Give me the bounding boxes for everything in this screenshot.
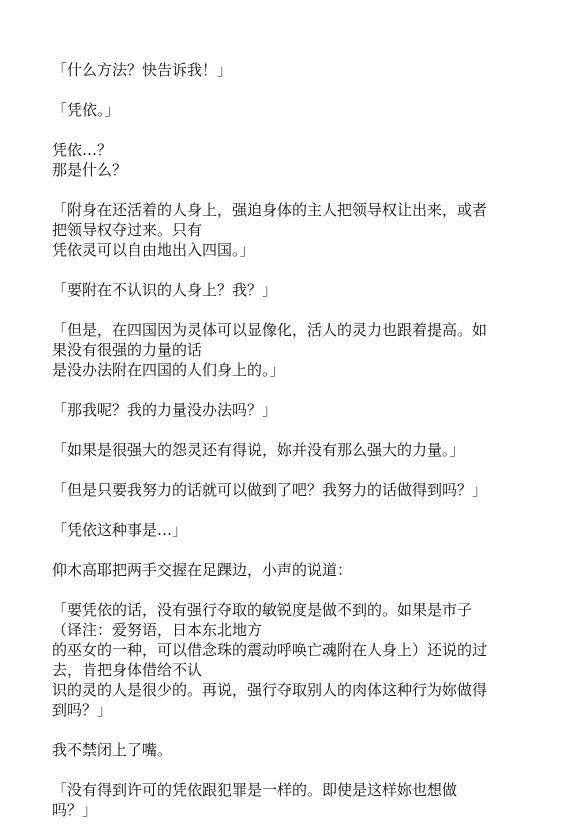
text-line: 吗？」 [52, 801, 98, 819]
paragraph-6 [52, 320, 532, 380]
text-line: 凭依灵可以自由地出入四国。」 [52, 241, 255, 259]
text-line: 识的灵的人是很少的。再说，强行夺取别人的肉体这种行为妳做得 [52, 681, 488, 699]
text-line: 「附身在还活着的人身上，强迫身体的主人把领导权让出来，或者 [52, 201, 488, 219]
text-line: 「什么方法？快告诉我！」 [52, 61, 233, 79]
text-line: 「如果是很强大的怨灵还有得说，妳并没有那么强大的力量。」 [52, 441, 465, 459]
paragraph-9 [52, 480, 532, 500]
text-line: 「没有得到许可的凭依跟犯罪是一样的。即使是这样妳也想做 [52, 781, 458, 799]
text-line: 去，肯把身体借给不认 [52, 661, 203, 679]
text-line: 「要凭依的话，没有强行夺取的敏锐度是做不到的。如果是市子 [52, 601, 473, 619]
paragraph-3 [52, 140, 532, 180]
text-line: 我不禁闭上了嘴。 [52, 741, 173, 759]
text-line: 「那我呢？我的力量没办法吗？」 [52, 401, 278, 419]
paragraph-10 [52, 520, 532, 540]
text-line: 「但是只要我努力的话就可以做到了吧？我努力的话做得到吗？」 [52, 481, 488, 499]
paragraph-13 [52, 740, 532, 760]
paragraph-7 [52, 400, 532, 420]
text-line: 到吗？」 [52, 701, 113, 719]
paragraph-2 [52, 100, 532, 120]
text-line: 凭依…？ [52, 141, 113, 159]
text-line: 「要附在不认识的人身上？我？」 [52, 281, 278, 299]
paragraph-11 [52, 560, 532, 580]
text-line: 果没有很强的力量的话 [52, 341, 203, 359]
text-line: 把领导权夺过来。只有 [52, 221, 203, 239]
text-line: 仰木高耶把两手交握在足踝边，小声的说道： [52, 561, 353, 579]
text-line: 「凭依这种事是…」 [52, 521, 188, 539]
paragraph-5 [52, 280, 532, 300]
text-line: 「凭依。」 [52, 101, 120, 119]
paragraph-12 [52, 600, 532, 720]
paragraph-1 [52, 60, 532, 80]
text-line: 是没办法附在四国的人们身上的。」 [52, 361, 285, 379]
paragraph-14 [52, 780, 532, 820]
text-line: 的巫女的一种，可以借念珠的震动呼唤亡魂附在人身上）还说的过 [52, 641, 488, 659]
document-page [52, 60, 532, 840]
paragraph-4 [52, 200, 532, 260]
text-line: 那是什么？ [52, 161, 128, 179]
text-line: 「但是，在四国因为灵体可以显像化，活人的灵力也跟着提高。如 [52, 321, 488, 339]
paragraph-8 [52, 440, 532, 460]
text-line: （译注：爱努语，日本东北地方 [52, 621, 263, 639]
